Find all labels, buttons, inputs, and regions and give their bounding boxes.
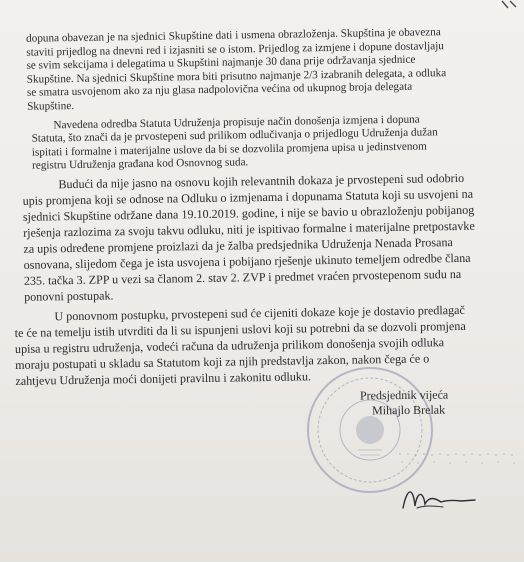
text-line: osnovana, slijedom čega je ista usvojena i pobijano rješenje ukinuto temeljem odredbe člana bbox=[23, 250, 471, 272]
text-line: moraju postupati u skladu sa Statutom koji za njih predstavlja zakon, nakon čega će o bbox=[15, 351, 430, 372]
text-line: za upis određene promjene proizlazi da je žalba predsjednika Udruženja Nenada Prosana bbox=[23, 235, 453, 256]
text-line: dopuna obavezan je na sjednici Skupštine dati i usmena obrazloženja. Skupština je obavezna bbox=[25, 26, 441, 45]
text-line: upis promjena koji se odnose na Odluku o izmjenama i dopunama Statuta koji su usvojeni na bbox=[22, 186, 474, 208]
text-line: staviti prijedlog na dnevni red i izjasniti se o istom. Prijedlog za izmjene i dopune dostavljaju bbox=[26, 39, 444, 59]
text-line: Budući da nije jasno na osnovu kojih relevantnih dokaza je prvostepeni sud odobrio bbox=[58, 170, 465, 192]
corner-mark bbox=[500, 0, 518, 10]
text-line: ponovni postupak. bbox=[24, 288, 114, 304]
text-line: sjednici Skupštine održane dana 19.10.2019. godine, i nije se bavio u obrazloženju pobijanog bbox=[22, 202, 475, 224]
document-body bbox=[10, 25, 502, 389]
text-line: se smatra usvojenom ako za nju glasa nadpolovična većina od ukupnog broja delegata bbox=[26, 81, 413, 100]
signatory-title: Predsjednik vijeća bbox=[359, 387, 449, 403]
text-line: 235. tačka 3. ZPP u vezi sa članom 2. stav 2. ZVP i predmet vraćen prvostepenom sudu na bbox=[23, 266, 462, 288]
text-line: se svim sekcijama i delegatima u Skupštini najmanje 30 dana prije održavanja sjednice bbox=[26, 53, 416, 72]
text-line: upisa u registru udruženja, vodeći računa da udruženja prilikom donošenja svojih odluka bbox=[14, 335, 445, 356]
text-line: registru Udruženja građana kod Osnovnog suda. bbox=[31, 156, 249, 173]
text-line: te će na temelju istih utvrditi da li su ispunjeni uslovi koji su potrebni da se dozvoli promjena bbox=[14, 318, 466, 340]
signature-block bbox=[360, 388, 449, 419]
signatory-name: Mihajlo Brelak bbox=[372, 402, 446, 418]
text-line: Navedena odredba Statuta Udruženja propisuje način donošenja izmjena i dopuna bbox=[53, 113, 420, 131]
text-line: U ponovnom postupku, prvostepeni sud će cijeniti dokaze koje je dostavio predlagač bbox=[54, 302, 465, 324]
text-line: Statuta, što znači da je prvostepeni sud prilikom odlučivanja o prijedlogu Udruženja dužan bbox=[31, 126, 438, 145]
paragraph-2 bbox=[31, 112, 498, 174]
text-line: zahtjevu Udruženja moći donijeti pravilnu i zakonitu odluku. bbox=[15, 369, 312, 388]
text-line: Skupštine. Na sjednici Skupštine mora biti prisutno najmanje 2/3 izabranih delegata, a odluka bbox=[26, 66, 447, 86]
paragraph-3 bbox=[22, 169, 500, 304]
text-line: ispitati i formalne i materijalne uslove da bi se dozvolila promjena upisa u jedinstvenom bbox=[31, 140, 427, 159]
handwritten-signature bbox=[395, 478, 485, 518]
text-line: rješenja razlozima za svoju takvu odluku, niti je ispitivao formalne i materijalne pretpostavke bbox=[23, 218, 475, 240]
paragraph-1 bbox=[26, 25, 497, 114]
text-line: Skupštine. bbox=[27, 99, 75, 113]
